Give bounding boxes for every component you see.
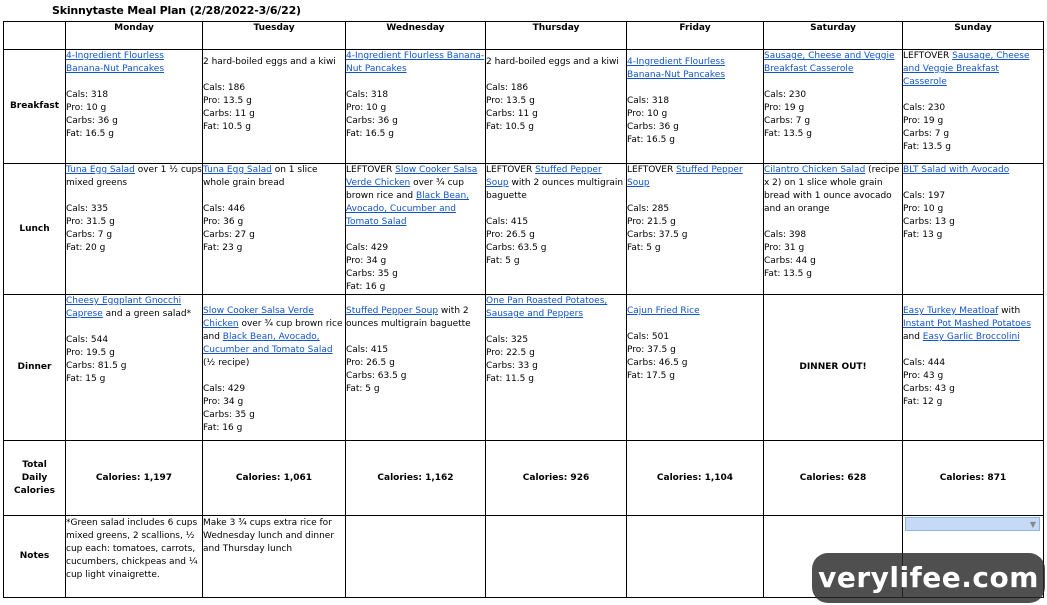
dinner-monday — [66, 295, 203, 441]
recipe-link[interactable]: 4-Ingredient Flourless Banana-Nut Pancakes — [627, 57, 726, 80]
recipe-link[interactable]: Slow Cooker Salsa Verde Chicken — [346, 165, 478, 188]
recipe-link[interactable]: Tuna Egg Salad — [203, 165, 272, 175]
calories: Cals: 501 — [627, 332, 670, 342]
recipe-link[interactable]: Sausage, Cheese and Veggie Breakfast Casserole — [764, 51, 895, 74]
protein: Pro: 19.5 g — [66, 348, 115, 358]
meal-suffix: (recipe x 2) on 1 slice whole grain bread with 1 ounce avocado and an orange — [764, 165, 900, 214]
fat: Fat: 17.5 g — [627, 371, 675, 381]
recipe-link[interactable]: Tuna Egg Salad — [66, 165, 135, 175]
protein: Pro: 34 g — [203, 397, 244, 407]
calories: Cals: 415 — [486, 217, 529, 227]
breakfast-wednesday — [346, 50, 486, 164]
dinner-saturday: DINNER OUT! — [764, 295, 903, 441]
protein: Pro: 10 g — [627, 109, 668, 119]
calories: Cals: 318 — [627, 96, 670, 106]
lunch-friday — [627, 164, 764, 295]
fat: Fat: 5 g — [627, 243, 661, 253]
protein: Pro: 10 g — [903, 204, 944, 214]
breakfast-friday — [627, 50, 764, 164]
calories: Cals: 230 — [903, 103, 946, 113]
total-wednesday: Calories: 1,162 — [346, 441, 486, 516]
recipe-link[interactable]: Cilantro Chicken Salad — [764, 165, 866, 175]
carbs: Carbs: 11 g — [486, 109, 538, 119]
total-tuesday: Calories: 1,061 — [203, 441, 346, 516]
lunch-monday — [66, 164, 203, 295]
row-label-notes: Notes — [4, 516, 66, 598]
meal-mid: with — [998, 306, 1021, 316]
lunch-sunday — [903, 164, 1044, 295]
carbs: Carbs: 81.5 g — [66, 361, 127, 371]
fat: Fat: 16.5 g — [66, 129, 114, 139]
breakfast-saturday — [764, 50, 903, 164]
carbs: Carbs: 7 g — [903, 129, 950, 139]
recipe-link[interactable]: Stuffed Pepper Soup — [486, 165, 602, 188]
calories: Cals: 429 — [203, 384, 246, 394]
calories: Cals: 415 — [346, 345, 389, 355]
meal-suffix: and a green salad* — [102, 309, 192, 319]
meal-mid: over ¾ cup brown rice and — [346, 178, 464, 201]
recipe-link[interactable]: Cajun Fried Rice — [627, 306, 700, 316]
lunch-wednesday — [346, 164, 486, 295]
fat: Fat: 16.5 g — [627, 135, 675, 145]
lunch-thursday — [486, 164, 627, 295]
meal-suffix: over 1 ½ cups mixed greens — [66, 165, 202, 188]
dinner-wednesday — [346, 295, 486, 441]
carbs: Carbs: 37.5 g — [627, 230, 688, 240]
dinner-tuesday — [203, 295, 346, 441]
carbs: Carbs: 13 g — [903, 217, 955, 227]
fat: Fat: 5 g — [346, 384, 380, 394]
carbs: Carbs: 11 g — [203, 109, 255, 119]
lunch-saturday — [764, 164, 903, 295]
lunch-row — [4, 164, 1044, 295]
total-label-line: Daily — [21, 472, 48, 483]
protein: Pro: 36 g — [203, 217, 244, 227]
protein: Pro: 10 g — [346, 103, 387, 113]
recipe-link[interactable]: Stuffed Pepper Soup — [627, 165, 743, 188]
fat: Fat: 5 g — [486, 256, 520, 266]
notes-monday: *Green salad includes 6 cups mixed greens, 2 scallions, ½ cup each: tomatoes, carrots, cucumbers, chickpeas and ¼ cup light vinaigrette. — [66, 516, 203, 598]
calories: Cals: 318 — [346, 90, 389, 100]
corner-cell — [4, 22, 66, 50]
protein: Pro: 43 g — [903, 371, 944, 381]
total-monday: Calories: 1,197 — [66, 441, 203, 516]
breakfast-thursday — [486, 50, 627, 164]
recipe-link[interactable]: Stuffed Pepper Soup — [346, 306, 439, 316]
page-title: Skinnytaste Meal Plan (2/28/2022-3/6/22) — [52, 4, 301, 17]
row-label-breakfast: Breakfast — [4, 50, 66, 164]
carbs: Carbs: 33 g — [486, 361, 538, 371]
notes-thursday — [486, 516, 627, 598]
protein: Pro: 19 g — [903, 116, 944, 126]
meal-text: 2 hard-boiled eggs and a kiwi — [486, 57, 619, 67]
meal-text: 2 hard-boiled eggs and a kiwi — [203, 57, 336, 67]
meal-suffix: with 2 ounces multigrain baguette — [486, 178, 624, 201]
day-header-thursday: Thursday — [486, 22, 627, 50]
meal-plan-table — [3, 21, 1044, 598]
leftover-prefix: LEFTOVER — [486, 165, 536, 175]
protein: Pro: 13.5 g — [203, 96, 252, 106]
recipe-link[interactable]: BLT Salad with Avocado — [903, 165, 1010, 175]
recipe-link-2[interactable]: Instant Pot Mashed Potatoes — [903, 319, 1031, 329]
fat: Fat: 12 g — [903, 397, 943, 407]
fat: Fat: 16.5 g — [346, 129, 394, 139]
carbs: Carbs: 63.5 g — [486, 243, 547, 253]
fat: Fat: 13.5 g — [764, 269, 812, 279]
fat: Fat: 13.5 g — [903, 142, 951, 152]
leftover-prefix: LEFTOVER — [346, 165, 396, 175]
fat: Fat: 20 g — [66, 243, 106, 253]
total-saturday: Calories: 628 — [764, 441, 903, 516]
meal-suffix: on 1 slice whole grain bread — [203, 165, 318, 188]
breakfast-tuesday — [203, 50, 346, 164]
protein: Pro: 10 g — [66, 103, 107, 113]
recipe-link-2[interactable]: Black Bean, Avocado, Cucumber and Tomato Salad — [203, 332, 333, 355]
recipe-link[interactable]: 4-Ingredient Flourless Banana-Nut Pancakes — [66, 51, 165, 74]
total-sunday: Calories: 871 — [903, 441, 1044, 516]
fat: Fat: 10.5 g — [486, 122, 534, 132]
dinner-row — [4, 295, 1044, 441]
dinner-thursday — [486, 295, 627, 441]
fat: Fat: 10.5 g — [203, 122, 251, 132]
row-label-dinner: Dinner — [4, 295, 66, 441]
carbs: Carbs: 44 g — [764, 256, 816, 266]
calories: Cals: 325 — [486, 335, 529, 345]
fat: Fat: 23 g — [203, 243, 243, 253]
protein: Pro: 26.5 g — [486, 230, 535, 240]
protein: Pro: 13.5 g — [486, 96, 535, 106]
calories: Cals: 186 — [203, 83, 246, 93]
meal-suffix: with 2 ounces multigrain baguette — [346, 306, 471, 329]
calories: Cals: 429 — [346, 243, 389, 253]
calories: Cals: 446 — [203, 204, 246, 214]
recipe-link[interactable]: Cheesy Eggplant Gnocchi Caprese — [66, 296, 182, 319]
calories: Cals: 285 — [627, 204, 670, 214]
recipe-link-2[interactable]: Black Bean, Avocado, Cucumber and Tomato Salad — [346, 191, 470, 227]
protein: Pro: 31 g — [764, 243, 805, 253]
carbs: Carbs: 36 g — [627, 122, 679, 132]
fat: Fat: 13 g — [903, 230, 943, 240]
protein: Pro: 19 g — [764, 103, 805, 113]
day-header-friday: Friday — [627, 22, 764, 50]
dinner-sunday — [903, 295, 1044, 441]
calories: Cals: 318 — [66, 90, 109, 100]
carbs: Carbs: 7 g — [66, 230, 113, 240]
selected-cell-dropdown[interactable] — [905, 517, 1040, 531]
protein: Pro: 31.5 g — [66, 217, 115, 227]
recipe-link[interactable]: Easy Turkey Meatloaf — [903, 306, 999, 316]
fat: Fat: 13.5 g — [764, 129, 812, 139]
lunch-tuesday — [203, 164, 346, 295]
row-label-total — [4, 441, 66, 516]
calories: Cals: 197 — [903, 191, 946, 201]
carbs: Carbs: 36 g — [346, 116, 398, 126]
recipe-link[interactable]: Sausage, Cheese and Veggie Breakfast Casserole — [903, 51, 1030, 87]
meal-mid: over ¾ cup brown rice and — [203, 319, 343, 342]
day-header-wednesday: Wednesday — [346, 22, 486, 50]
calories: Cals: 335 — [66, 204, 109, 214]
fat: Fat: 16 g — [346, 282, 386, 292]
protein: Pro: 22.5 g — [486, 348, 535, 358]
row-label-lunch: Lunch — [4, 164, 66, 295]
day-header-sunday: Sunday — [903, 22, 1044, 50]
calories: Cals: 186 — [486, 83, 529, 93]
protein: Pro: 34 g — [346, 256, 387, 266]
carbs: Carbs: 63.5 g — [346, 371, 407, 381]
header-row — [4, 22, 1044, 50]
recipe-link[interactable]: Slow Cooker Salsa Verde Chicken — [203, 306, 314, 329]
notes-tuesday: Make 3 ¾ cups extra rice for Wednesday lunch and dinner and Thursday lunch — [203, 516, 346, 598]
total-friday: Calories: 1,104 — [627, 441, 764, 516]
breakfast-sunday — [903, 50, 1044, 164]
calories: Cals: 398 — [764, 230, 807, 240]
calories: Cals: 230 — [764, 90, 807, 100]
carbs: Carbs: 35 g — [203, 410, 255, 420]
notes-wednesday — [346, 516, 486, 598]
meal-suffix: (½ recipe) — [203, 358, 250, 368]
calories: Cals: 544 — [66, 335, 109, 345]
carbs: Carbs: 7 g — [764, 116, 811, 126]
meal-mid-2: and — [903, 332, 923, 342]
protein: Pro: 26.5 g — [346, 358, 395, 368]
day-header-saturday: Saturday — [764, 22, 903, 50]
fat: Fat: 15 g — [66, 374, 106, 384]
total-label-line: Calories — [14, 485, 55, 496]
notes-friday — [627, 516, 764, 598]
protein: Pro: 21.5 g — [627, 217, 676, 227]
watermark-logo: verylifee.com — [812, 553, 1045, 603]
chevron-down-icon[interactable]: ▼ — [1029, 520, 1036, 529]
recipe-link[interactable]: One Pan Roasted Potatoes, Sausage and Peppers — [486, 296, 608, 319]
total-thursday: Calories: 926 — [486, 441, 627, 516]
carbs: Carbs: 46.5 g — [627, 358, 688, 368]
protein: Pro: 37.5 g — [627, 345, 676, 355]
carbs: Carbs: 43 g — [903, 384, 955, 394]
breakfast-monday — [66, 50, 203, 164]
carbs: Carbs: 27 g — [203, 230, 255, 240]
fat: Fat: 11.5 g — [486, 374, 534, 384]
breakfast-row — [4, 50, 1044, 164]
calories: Cals: 444 — [903, 358, 946, 368]
day-header-tuesday: Tuesday — [203, 22, 346, 50]
leftover-prefix: LEFTOVER — [903, 51, 953, 61]
fat: Fat: 16 g — [203, 423, 243, 433]
day-header-monday: Monday — [66, 22, 203, 50]
recipe-link-3[interactable]: Easy Garlic Broccolini — [922, 332, 1020, 342]
carbs: Carbs: 36 g — [66, 116, 118, 126]
carbs: Carbs: 35 g — [346, 269, 398, 279]
recipe-link[interactable]: 4-Ingredient Flourless Banana-Nut Pancakes — [346, 51, 485, 74]
totals-row — [4, 441, 1044, 516]
leftover-prefix: LEFTOVER — [627, 165, 677, 175]
total-label-line: Total — [22, 459, 47, 470]
dinner-friday — [627, 295, 764, 441]
